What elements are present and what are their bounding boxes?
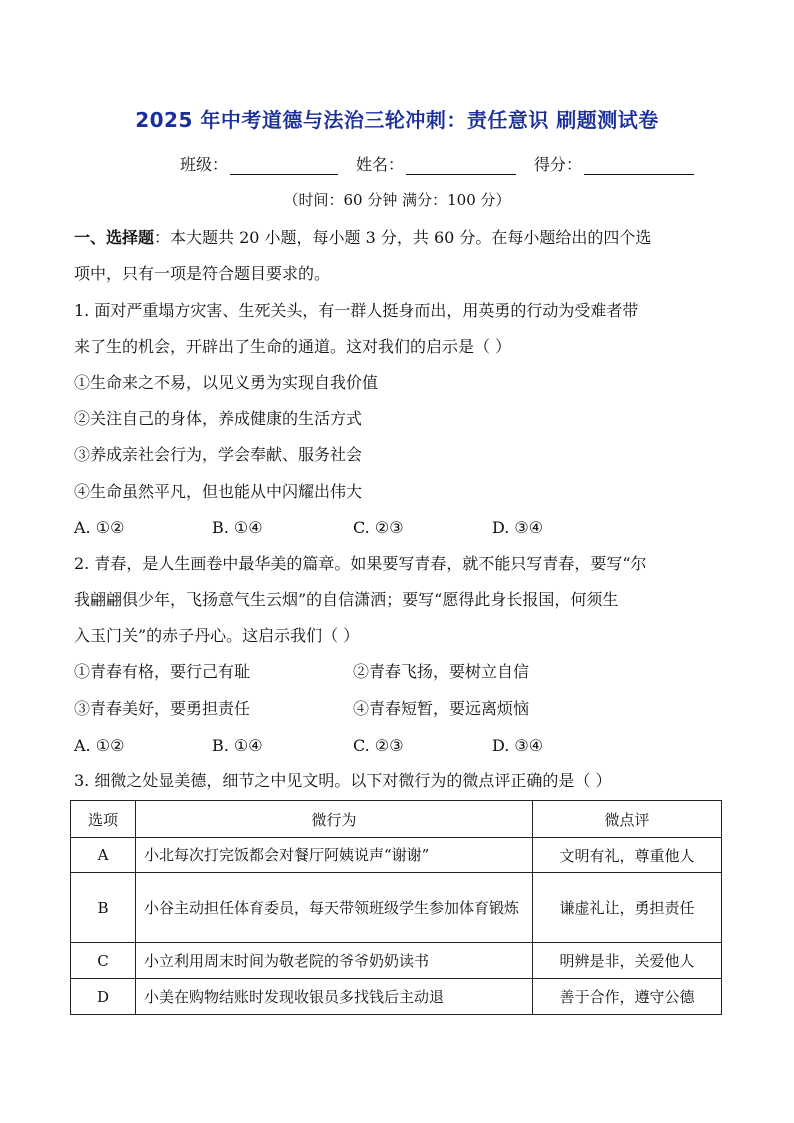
- class-blank: [230, 156, 338, 175]
- time-note: （时间：60 分钟 满分：100 分）: [283, 191, 511, 209]
- q2-stem-line1: 2. 青春，是人生画卷中最华美的篇章。如果要写青春，就不能只写青春，要写“尔: [74, 554, 647, 573]
- q2-stem-line2: 我翩翩俱少年，飞扬意气生云烟”的自信潇洒；要写“愿得此身长报国，何须生: [74, 590, 619, 609]
- q2-option-a: A. ①②: [74, 736, 125, 755]
- name-blank: [406, 156, 516, 175]
- table-cell-option: B: [71, 873, 136, 943]
- q2-option-b: B. ①④: [212, 736, 263, 755]
- name-label: 姓名：: [356, 155, 405, 174]
- section-intro-text: ：本大题共 20 小题，每小题 3 分，共 60 分。在每小题给出的四个选: [154, 228, 652, 247]
- class-label: 班级：: [180, 155, 229, 174]
- table-cell-option: C: [71, 943, 136, 979]
- table-cell-option: A: [71, 838, 136, 873]
- page-title: 2025 年中考道德与法治三轮冲刺：责任意识 刷题测试卷: [135, 108, 659, 132]
- q3-table: [70, 800, 722, 1015]
- q3-stem: 3. 细微之处显美德，细节之中见文明。以下对微行为的微点评正确的是（ ）: [74, 771, 612, 790]
- table-row: [71, 943, 722, 979]
- table-cell-comment: 明辨是非，关爱他人: [533, 943, 722, 979]
- q1-statement: ④生命虽然平凡，但也能从中闪耀出伟大: [74, 482, 363, 501]
- student-info-row: [180, 152, 694, 175]
- q2-stem-line3: 入玉门关”的赤子丹心。这启示我们（ ）: [74, 626, 360, 645]
- table-cell-behavior: 小北每次打完饭都会对餐厅阿姨说声“谢谢”: [136, 838, 533, 873]
- q2-statement: ①青春有格，要行己有耻: [74, 662, 251, 681]
- table-row: [71, 979, 722, 1015]
- q2-option-c: C. ②③: [353, 736, 404, 755]
- q1-option-a: A. ①②: [74, 518, 125, 537]
- table-row: [71, 838, 722, 873]
- q2-statement: ③青春美好，要勇担责任: [74, 699, 251, 718]
- q1-statement: ②关注自己的身体，养成健康的生活方式: [74, 409, 363, 428]
- score-blank: [584, 156, 694, 175]
- table-header: 微行为: [136, 801, 533, 838]
- section-intro-line2: 项中，只有一项是符合题目要求的。: [74, 264, 331, 283]
- score-label: 得分：: [534, 155, 583, 174]
- q1-option-d: D. ③④: [492, 518, 544, 537]
- table-cell-behavior: 小谷主动担任体育委员，每天带领班级学生参加体育锻炼: [136, 873, 533, 943]
- table-header: 选项: [71, 801, 136, 838]
- table-header: 微点评: [533, 801, 722, 838]
- q2-option-d: D. ③④: [492, 736, 544, 755]
- section-intro-line1: [74, 228, 651, 248]
- q1-stem-line2: 来了生的机会，开辟出了生命的通道。这对我们的启示是（ ）: [74, 337, 512, 356]
- q2-statement: ②青春飞扬，要树立自信: [353, 662, 530, 681]
- table-header-row: [71, 801, 722, 838]
- q1-statement: ③养成亲社会行为，学会奉献、服务社会: [74, 445, 363, 464]
- section-heading: 一、选择题: [74, 228, 155, 247]
- table-cell-behavior: 小美在购物结账时发现收银员多找钱后主动退: [136, 979, 533, 1015]
- q2-statement: ④青春短暂，要远离烦恼: [353, 699, 530, 718]
- table-cell-comment: 文明有礼，尊重他人: [533, 838, 722, 873]
- table-cell-comment: 谦虚礼让，勇担责任: [533, 873, 722, 943]
- q1-stem-line1: 1. 面对严重塌方灾害、生死关头，有一群人挺身而出，用英勇的行动为受难者带: [74, 301, 639, 320]
- q1-statement: ①生命来之不易，以见义勇为实现自我价值: [74, 373, 379, 392]
- table-cell-behavior: 小立利用周末时间为敬老院的爷爷奶奶读书: [136, 943, 533, 979]
- table-cell-comment: 善于合作，遵守公德: [533, 979, 722, 1015]
- q1-option-c: C. ②③: [353, 518, 404, 537]
- table-cell-option: D: [71, 979, 136, 1015]
- q1-option-b: B. ①④: [212, 518, 263, 537]
- table-row: [71, 873, 722, 943]
